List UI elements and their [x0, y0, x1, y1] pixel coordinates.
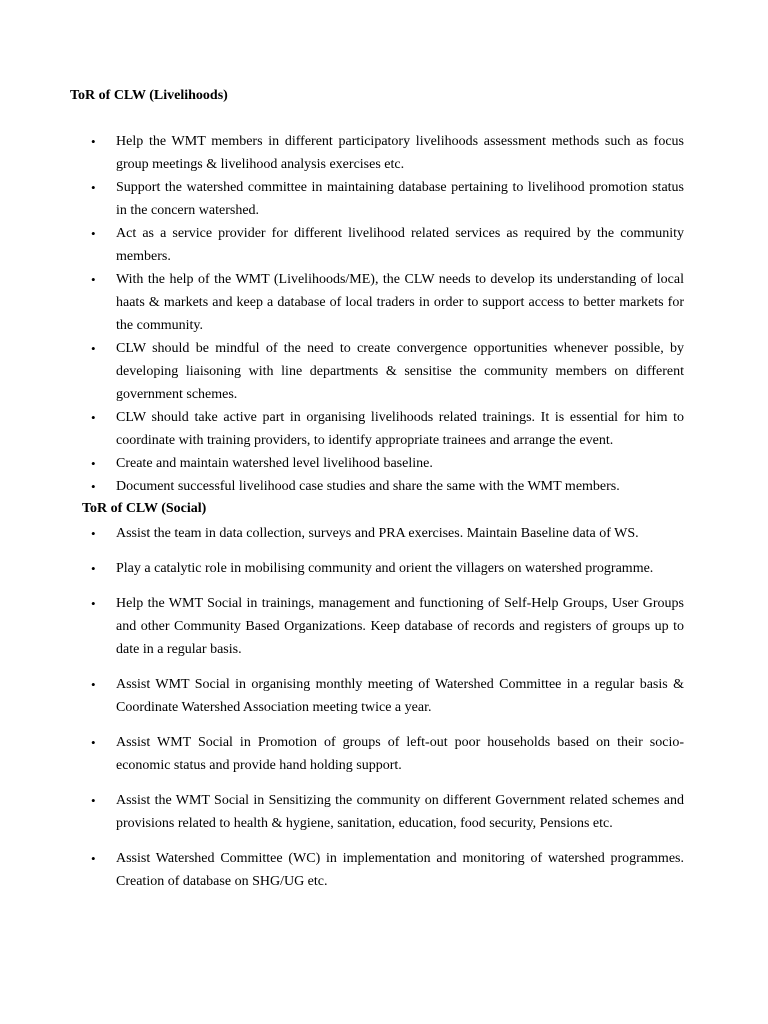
social-list: [0, 522, 684, 905]
section-heading-livelihoods: ToR of CLW (Livelihoods): [70, 88, 228, 103]
list-item: [0, 337, 684, 406]
bullet-icon: •: [91, 272, 96, 287]
list-item-text: Create and maintain watershed level livelihood baseline.: [116, 456, 433, 471]
bullet-icon: •: [91, 226, 96, 241]
bullet-icon: •: [91, 851, 96, 866]
list-item-text: Help the WMT Social in trainings, management and functioning of Self-Help Groups, User Groups and other Community Based Organizations. Keep database of records and registers of groups up to date in a regular basis.: [116, 596, 684, 657]
bullet-icon: •: [91, 526, 96, 541]
list-item: [0, 452, 684, 475]
bullet-icon: •: [91, 341, 96, 356]
list-item: [0, 557, 684, 580]
bullet-icon: •: [91, 677, 96, 692]
list-item: [0, 847, 684, 893]
bullet-icon: •: [91, 456, 96, 471]
bullet-icon: •: [91, 134, 96, 149]
list-item-text: CLW should take active part in organising livelihoods related trainings. It is essential for him to coordinate with training providers, to identify appropriate trainees and arrange the event.: [116, 410, 684, 448]
list-item: [0, 406, 684, 452]
list-item-text: Play a catalytic role in mobilising community and orient the villagers on watershed programme.: [116, 561, 654, 576]
bullet-icon: •: [91, 410, 96, 425]
list-item: [0, 475, 684, 498]
list-item-text: Assist WMT Social in organising monthly meeting of Watershed Committee in a regular basis & Coordinate Watershed Association meeting twice a year.: [116, 677, 684, 715]
list-item-text: Support the watershed committee in maintaining database pertaining to livelihood promotion status in the concern watershed.: [116, 180, 684, 218]
bullet-icon: •: [91, 479, 96, 494]
bullet-icon: •: [91, 596, 96, 611]
bullet-icon: •: [91, 561, 96, 576]
list-item-text: With the help of the WMT (Livelihoods/ME), the CLW needs to develop its understanding of local haats & markets and keep a database of local traders in order to support access to better markets for the community.: [116, 272, 684, 333]
list-item-text: Act as a service provider for different livelihood related services as required by the community members.: [116, 226, 684, 264]
list-item-text: Assist Watershed Committee (WC) in implementation and monitoring of watershed programmes. Creation of database on SHG/UG etc.: [116, 851, 684, 889]
list-item-text: Assist WMT Social in Promotion of groups of left-out poor households based on their socio-economic status and provide hand holding support.: [116, 735, 684, 773]
list-item: [0, 522, 684, 545]
list-item: [0, 731, 684, 777]
list-item-text: Document successful livelihood case studies and share the same with the WMT members.: [116, 479, 620, 494]
bullet-icon: •: [91, 735, 96, 750]
list-item: [0, 673, 684, 719]
section-heading-social: ToR of CLW (Social): [82, 501, 207, 516]
list-item-text: Assist the team in data collection, surveys and PRA exercises. Maintain Baseline data of WS.: [116, 526, 639, 541]
list-item-text: CLW should be mindful of the need to create convergence opportunities whenever possible, by developing liaisoning with line departments & sensitise the community members on different government schemes.: [116, 341, 684, 402]
bullet-icon: •: [91, 793, 96, 808]
list-item: [0, 789, 684, 835]
bullet-icon: •: [91, 180, 96, 195]
livelihoods-list: [0, 130, 684, 498]
list-item: [0, 268, 684, 337]
list-item-text: Assist the WMT Social in Sensitizing the community on different Government related schemes and provisions related to health & hygiene, sanitation, education, food security, Pensions etc.: [116, 793, 684, 831]
list-item-text: Help the WMT members in different participatory livelihoods assessment methods such as focus group meetings & livelihood analysis exercises etc.: [116, 134, 684, 172]
list-item: [0, 592, 684, 661]
list-item: [0, 222, 684, 268]
list-item: [0, 130, 684, 176]
list-item: [0, 176, 684, 222]
